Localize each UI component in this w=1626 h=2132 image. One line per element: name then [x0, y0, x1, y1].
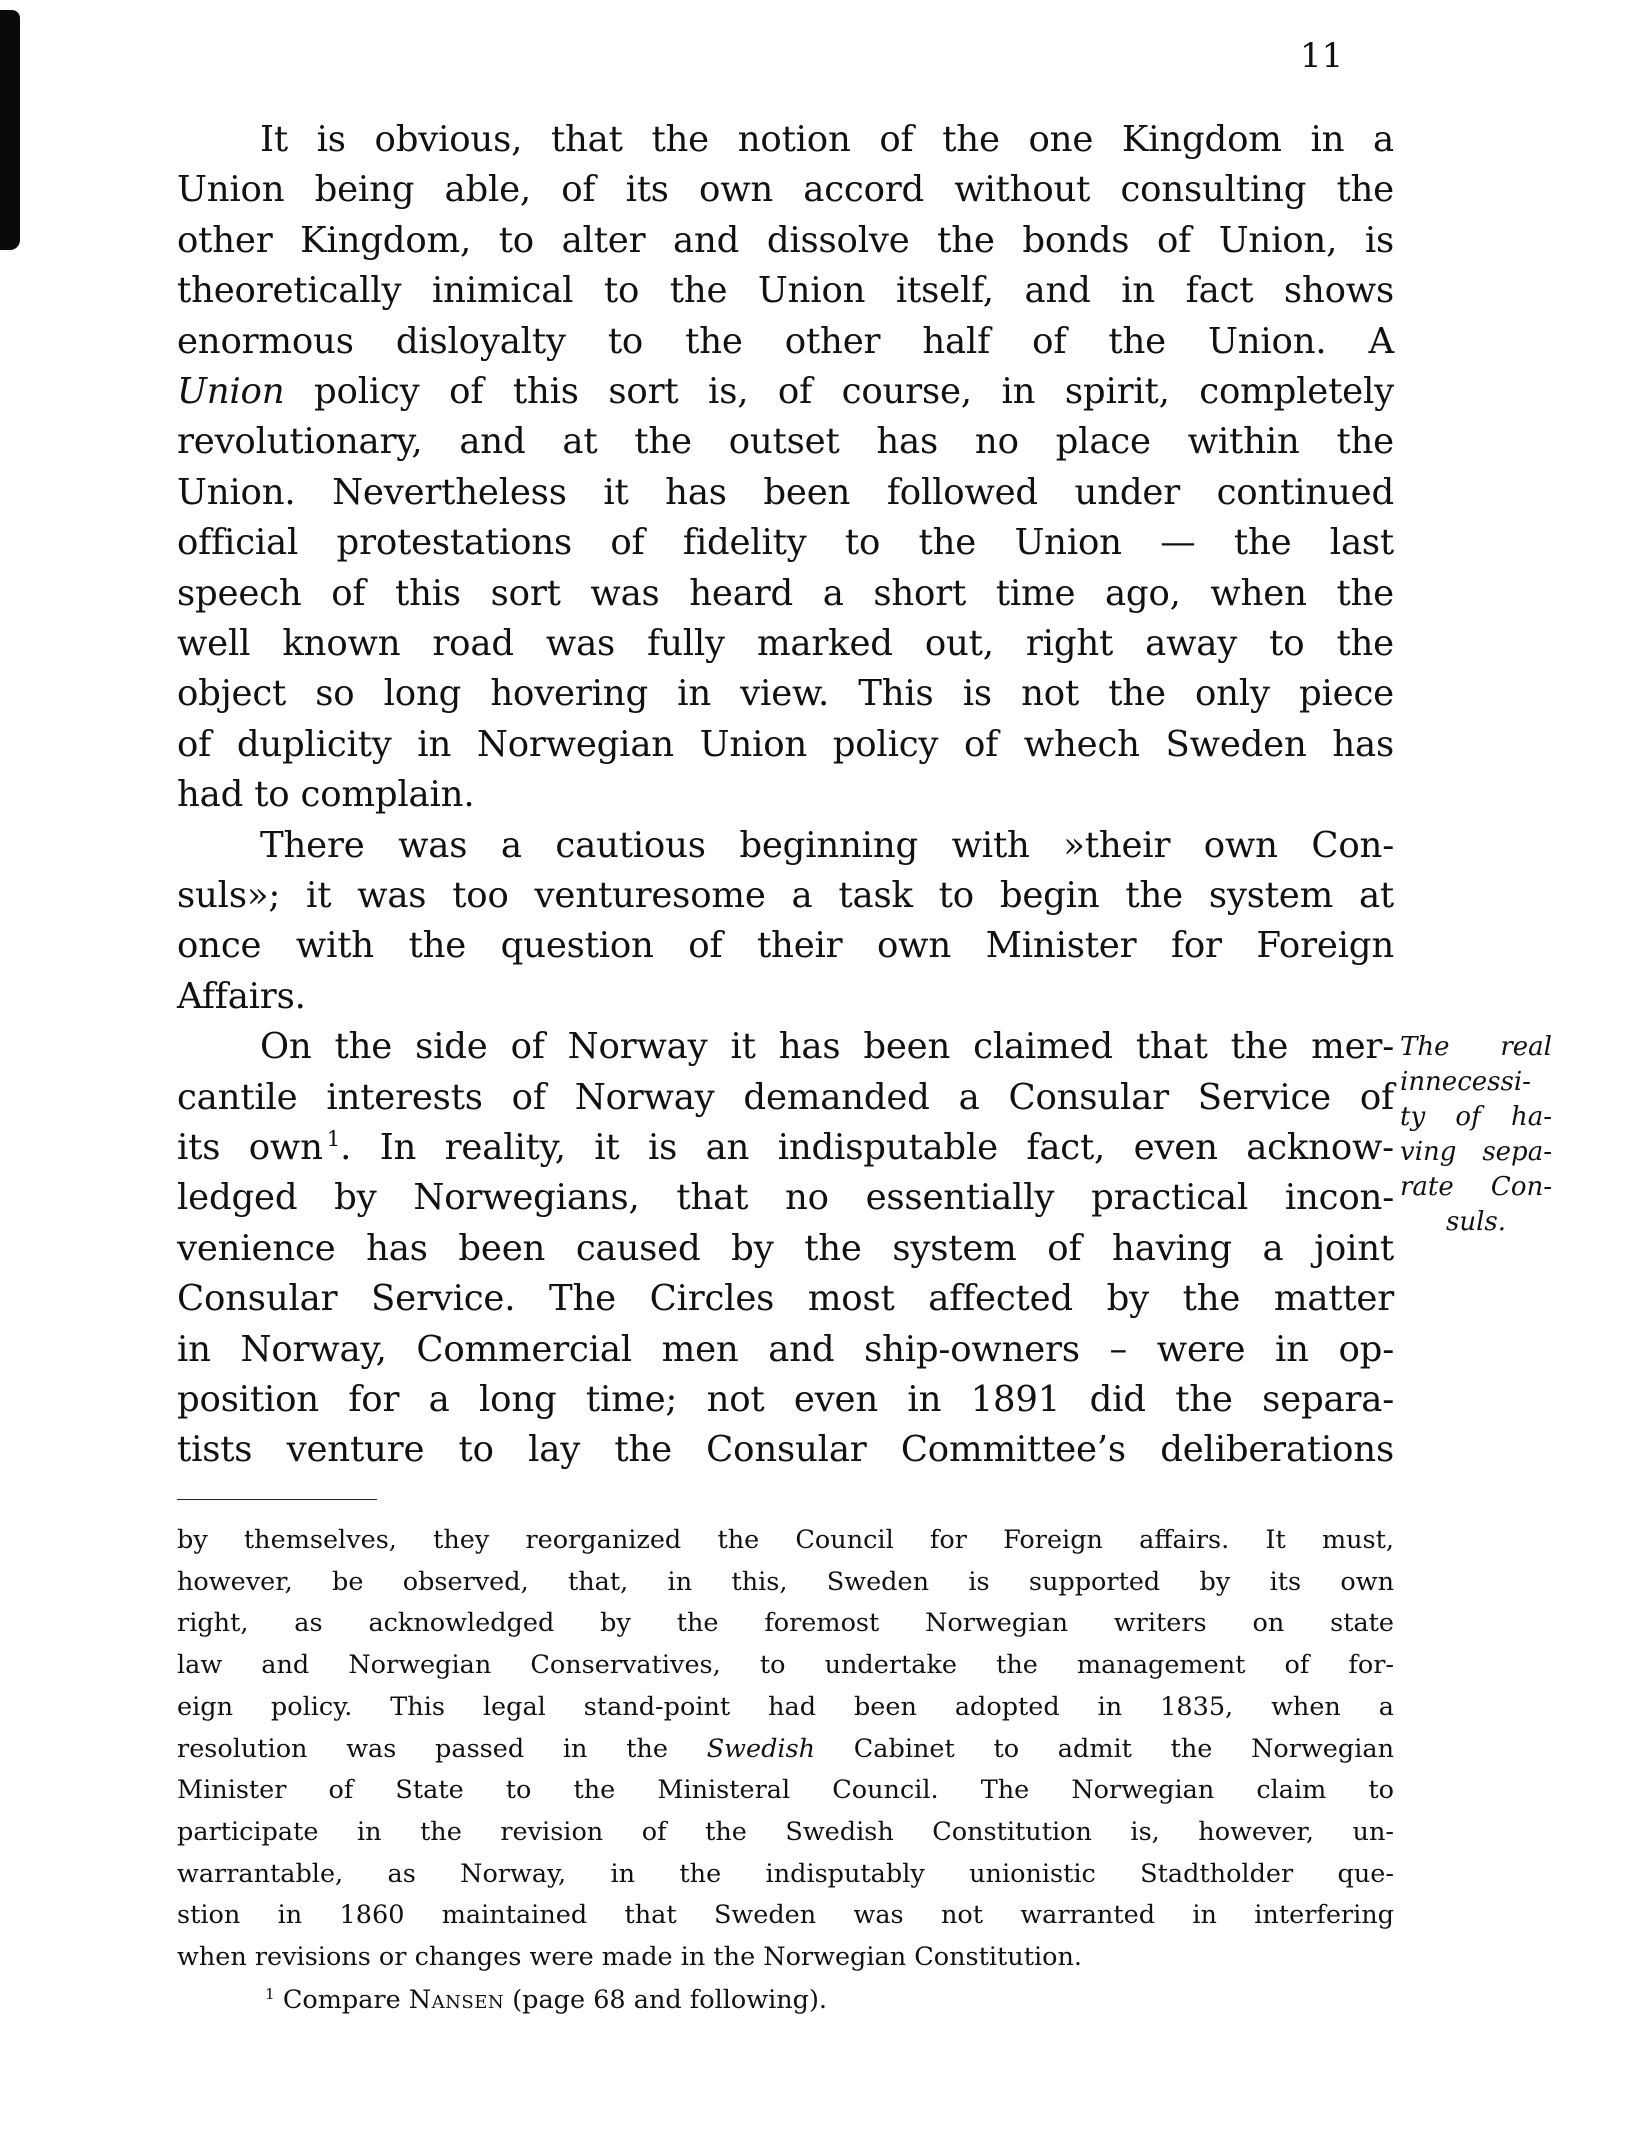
footnote-separator [177, 1499, 377, 1500]
line-text: theoretically inimical to the Union itself, and in fact shows [177, 270, 1394, 312]
footnote-line [177, 1729, 1394, 1770]
text-line [177, 569, 1394, 619]
line-text: eign policy. This legal stand-point had been adopted in 1835, when a [177, 1691, 1394, 1722]
line-text: Cabinet to admit the Norwegian [815, 1733, 1394, 1764]
text-line [177, 871, 1394, 921]
line-text: once with the question of their own Minister for Foreign [177, 925, 1394, 967]
footnote-1 [177, 1980, 1394, 2021]
text-line [177, 619, 1394, 669]
line-text: policy of this sort is, of course, in spirit, completely [284, 371, 1394, 412]
italic-word: Union [177, 371, 285, 412]
margin-note-line: innecessi- [1400, 1067, 1531, 1097]
footnote-text: Compare [274, 1985, 409, 2015]
text-line [177, 1274, 1394, 1324]
cited-author: Nansen [408, 1985, 505, 2015]
footnote-line [177, 1937, 1394, 1978]
footnote-line [177, 1562, 1394, 1603]
line-text: other Kingdom, to alter and dissolve the bonds of Union, is [177, 219, 1394, 261]
margin-note-line: The real [1400, 1032, 1552, 1062]
text-line [177, 115, 1394, 165]
line-text: of duplicity in Norwegian Union policy of whech Sweden has [177, 723, 1394, 765]
line-text: its own [177, 1127, 323, 1168]
footnote-marker: 1 [265, 1984, 275, 2003]
footnote-line [177, 1770, 1394, 1811]
page-number: 11 [1300, 36, 1344, 76]
line-text: official protestations of fidelity to the Union — the last [177, 522, 1394, 564]
text-line [177, 518, 1394, 568]
line-text: suls»; it was too venturesome a task to begin the system at [177, 875, 1394, 916]
margin-note-line: ving sepa- [1400, 1137, 1552, 1167]
line-text: enormous disloyalty to the other half of the Union. A [177, 320, 1394, 362]
margin-note [1400, 1030, 1552, 1240]
line-text: by themselves, they reorganized the Council for Foreign affairs. It must, [177, 1525, 1394, 1555]
footnote-line [177, 1687, 1394, 1728]
text-line [177, 266, 1394, 316]
line-text: Union. Nevertheless it has been followed under continued [177, 471, 1394, 513]
line-text: right, as acknowledged by the foremost Norwegian writers on state [177, 1608, 1394, 1639]
line-text: Consular Service. The Circles most affected by the matter [177, 1278, 1394, 1320]
footnote-line [177, 1854, 1394, 1895]
text-line [177, 821, 1394, 871]
text-line [177, 165, 1394, 215]
text-line [177, 1123, 1394, 1173]
text-line [177, 1073, 1394, 1123]
line-text: object so long hovering in view. This is not the only piece [177, 673, 1394, 715]
text-line [177, 669, 1394, 719]
text-line [177, 1375, 1394, 1425]
footnote-line [177, 1645, 1394, 1686]
text-line [177, 720, 1394, 770]
text-line [177, 317, 1394, 367]
line-text: speech of this sort was heard a short time ago, when the [177, 572, 1394, 614]
line-text: position for a long time; not even in 1891 did the separa- [177, 1379, 1394, 1420]
line-text: resolution was passed in the [177, 1733, 707, 1764]
footnote-line [177, 1603, 1394, 1644]
margin-note-line: suls. [1445, 1207, 1506, 1237]
text-line [177, 468, 1394, 518]
line-text: ledged by Norwegians, that no essentially practical incon- [177, 1177, 1394, 1219]
italic-word: Swedish [706, 1733, 816, 1764]
text-line [177, 216, 1394, 266]
line-text: revolutionary, and at the outset has no place within the [177, 421, 1394, 463]
text-line [177, 972, 1394, 1022]
line-text: . In reality, it is an indisputable fact, even acknow- [340, 1127, 1394, 1168]
scan-edge-shadow [0, 10, 20, 250]
footnote-text: (page 68 and following). [504, 1985, 828, 2015]
text-line [177, 417, 1394, 467]
line-text: well known road was fully marked out, right away to the [177, 623, 1394, 664]
text-line [177, 367, 1394, 417]
line-text: Union being able, of its own accord without consulting the [177, 169, 1394, 211]
footnote-line [177, 1520, 1394, 1561]
text-line [177, 770, 1394, 820]
line-text: warrantable, as Norway, in the indisputably unionistic Stadtholder que- [177, 1858, 1394, 1889]
line-text: It is obvious, that the notion of the one Kingdom in a [260, 119, 1394, 160]
line-text: when revisions or changes were made in the Norwegian Constitution. [177, 1942, 1082, 1972]
margin-note-line: ty of ha- [1400, 1102, 1552, 1132]
line-text: cantile interests of Norway demanded a Consular Service of [177, 1076, 1394, 1118]
text-line [177, 1173, 1394, 1223]
text-line [177, 1325, 1394, 1375]
line-text: Affairs. [177, 975, 306, 1017]
line-text: in Norway, Commercial men and ship-owners – were in op- [177, 1328, 1394, 1370]
footnote-line [177, 1812, 1394, 1853]
line-text: however, be observed, that, in this, Sweden is supported by its own [177, 1566, 1394, 1597]
text-line [177, 921, 1394, 971]
text-line [177, 1425, 1394, 1475]
line-text: stion in 1860 maintained that Sweden was not warranted in interfering [177, 1900, 1394, 1931]
line-text: Minister of State to the Ministeral Council. The Norwegian claim to [177, 1775, 1394, 1806]
line-text: participate in the revision of the Swedish Constitution is, however, un- [177, 1816, 1394, 1847]
text-line [177, 1022, 1394, 1072]
margin-note-line: rate Con- [1400, 1172, 1552, 1202]
line-text: There was a cautious beginning with »their own Con- [260, 824, 1394, 866]
footnote-reference[interactable]: 1 [322, 1127, 341, 1153]
footnote-line [177, 1895, 1394, 1936]
text-line [177, 1224, 1394, 1274]
line-text: venience has been caused by the system of having a joint [177, 1227, 1394, 1269]
line-text: had to complain. [177, 774, 475, 816]
line-text: tists venture to lay the Consular Committee’s deliberations [177, 1429, 1394, 1471]
line-text: law and Norwegian Conservatives, to undertake the management of for- [177, 1650, 1394, 1681]
line-text: On the side of Norway it has been claimed that the mer- [260, 1026, 1394, 1068]
